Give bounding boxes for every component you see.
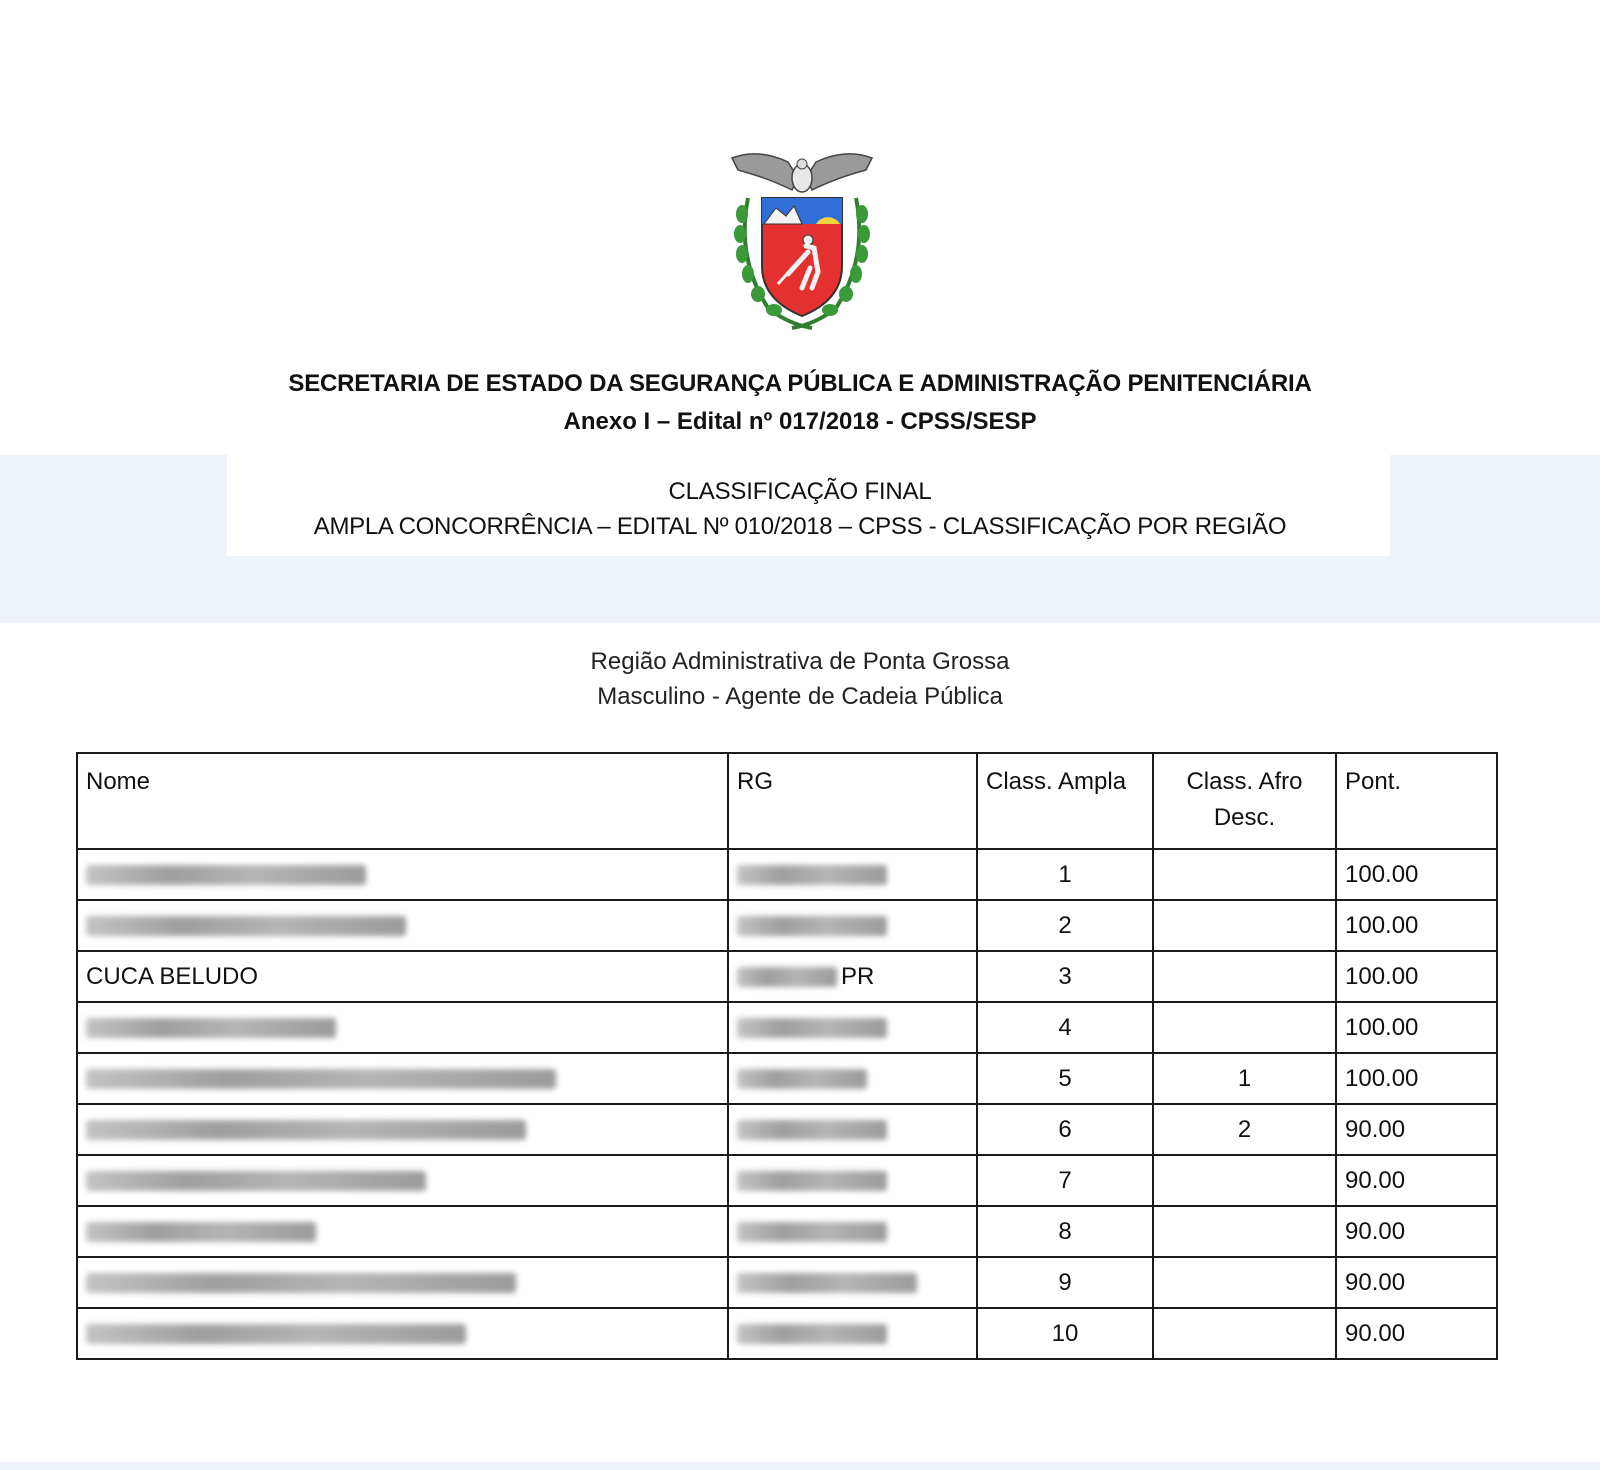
cell-class-ampla: 8 — [977, 1206, 1153, 1257]
cell-class-afro: 2 — [1153, 1104, 1336, 1155]
cell-pont: 100.00 — [1336, 849, 1497, 900]
column-header-nome: Nome — [77, 753, 728, 849]
redacted-rg — [737, 1324, 887, 1344]
redacted-rg — [737, 1171, 887, 1191]
redacted-rg — [737, 1222, 887, 1242]
cell-nome — [77, 1104, 728, 1155]
cell-rg — [728, 1308, 977, 1359]
cell-rg — [728, 849, 977, 900]
table-row — [77, 1002, 1497, 1053]
cell-class-afro — [1153, 849, 1336, 900]
cell-rg — [728, 1053, 977, 1104]
parana-coat-of-arms-icon — [728, 148, 876, 334]
cell-nome — [77, 1206, 728, 1257]
cell-nome — [77, 1155, 728, 1206]
cell-class-ampla: 9 — [977, 1257, 1153, 1308]
cell-class-ampla: 1 — [977, 849, 1153, 900]
cell-class-afro — [1153, 1257, 1336, 1308]
cell-class-afro — [1153, 1308, 1336, 1359]
cell-pont: 90.00 — [1336, 1206, 1497, 1257]
redacted-rg — [737, 1069, 867, 1089]
cell-class-afro: 1 — [1153, 1053, 1336, 1104]
cell-rg — [728, 1002, 977, 1053]
cell-nome — [77, 1308, 728, 1359]
table-header-row — [77, 753, 1497, 849]
table-row — [77, 900, 1497, 951]
cell-nome — [77, 849, 728, 900]
redacted-name — [86, 1171, 426, 1191]
cell-rg — [728, 1257, 977, 1308]
region-title: Região Administrativa de Ponta Grossa — [590, 648, 1010, 675]
position-subtitle: Masculino - Agente de Cadeia Pública — [597, 683, 1003, 710]
cell-pont: 100.00 — [1336, 1053, 1497, 1104]
cell-nome — [77, 1053, 728, 1104]
cell-pont: 100.00 — [1336, 900, 1497, 951]
table-row — [77, 1257, 1497, 1308]
cell-pont: 100.00 — [1336, 951, 1497, 1002]
classification-subtitle: AMPLA CONCORRÊNCIA – EDITAL Nº 010/2018 – CPSS - CLASSIFICAÇÃO POR REGIÃO — [313, 513, 1287, 540]
table-row — [77, 1053, 1497, 1104]
cell-class-ampla: 3 — [977, 951, 1153, 1002]
redacted-name — [86, 1273, 516, 1293]
cell-class-ampla: 10 — [977, 1308, 1153, 1359]
footer-background-band — [0, 1462, 1600, 1470]
cell-pont: 90.00 — [1336, 1104, 1497, 1155]
cell-pont: 100.00 — [1336, 1002, 1497, 1053]
redacted-name — [86, 1018, 336, 1038]
cell-class-ampla: 5 — [977, 1053, 1153, 1104]
cell-class-afro — [1153, 900, 1336, 951]
redacted-name — [86, 1120, 526, 1140]
cell-class-ampla: 2 — [977, 900, 1153, 951]
redacted-name — [86, 1324, 466, 1344]
redacted-rg — [737, 1273, 917, 1293]
cell-class-afro — [1153, 1155, 1336, 1206]
cell-rg — [728, 1155, 977, 1206]
column-header-pont: Pont. — [1336, 753, 1497, 849]
column-header-rg: RG — [728, 753, 977, 849]
redacted-rg — [737, 916, 887, 936]
cell-class-afro — [1153, 951, 1336, 1002]
name-text: CUCA BELUDO — [86, 962, 259, 990]
redacted-rg — [737, 1120, 887, 1140]
cell-class-ampla: 6 — [977, 1104, 1153, 1155]
cell-pont: 90.00 — [1336, 1308, 1497, 1359]
cell-class-afro — [1153, 1206, 1336, 1257]
redacted-rg — [737, 1018, 887, 1038]
cell-class-ampla: 4 — [977, 1002, 1153, 1053]
cell-rg — [728, 1104, 977, 1155]
table-row — [77, 849, 1497, 900]
table-row — [77, 1104, 1497, 1155]
cell-nome — [77, 951, 728, 1002]
cell-rg — [728, 951, 977, 1002]
cell-nome — [77, 1257, 728, 1308]
redacted-rg — [737, 967, 837, 987]
cell-pont: 90.00 — [1336, 1155, 1497, 1206]
redacted-name — [86, 916, 406, 936]
cell-class-ampla: 7 — [977, 1155, 1153, 1206]
redacted-name — [86, 1222, 316, 1242]
table-row — [77, 951, 1497, 1002]
redacted-name — [86, 865, 366, 885]
table-row — [77, 1308, 1497, 1359]
column-header-class-ampla: Class. Ampla — [977, 753, 1153, 849]
table-row — [77, 1155, 1497, 1206]
classification-table — [76, 752, 1498, 1360]
rg-state-suffix: PR — [841, 962, 875, 990]
redacted-rg — [737, 865, 887, 885]
cell-pont: 90.00 — [1336, 1257, 1497, 1308]
table-row — [77, 1206, 1497, 1257]
edital-subtitle: Anexo I – Edital nº 017/2018 - CPSS/SESP — [563, 408, 1037, 435]
classification-title: CLASSIFICAÇÃO FINAL — [668, 478, 932, 505]
cell-rg — [728, 900, 977, 951]
cell-class-afro — [1153, 1002, 1336, 1053]
redacted-name — [86, 1069, 556, 1089]
agency-title: SECRETARIA DE ESTADO DA SEGURANÇA PÚBLICA E ADMINISTRAÇÃO PENITENCIÁRIA — [288, 370, 1312, 397]
cell-nome — [77, 900, 728, 951]
cell-rg — [728, 1206, 977, 1257]
cell-nome — [77, 1002, 728, 1053]
column-header-class-afro: Class. Afro Desc. — [1153, 753, 1336, 849]
